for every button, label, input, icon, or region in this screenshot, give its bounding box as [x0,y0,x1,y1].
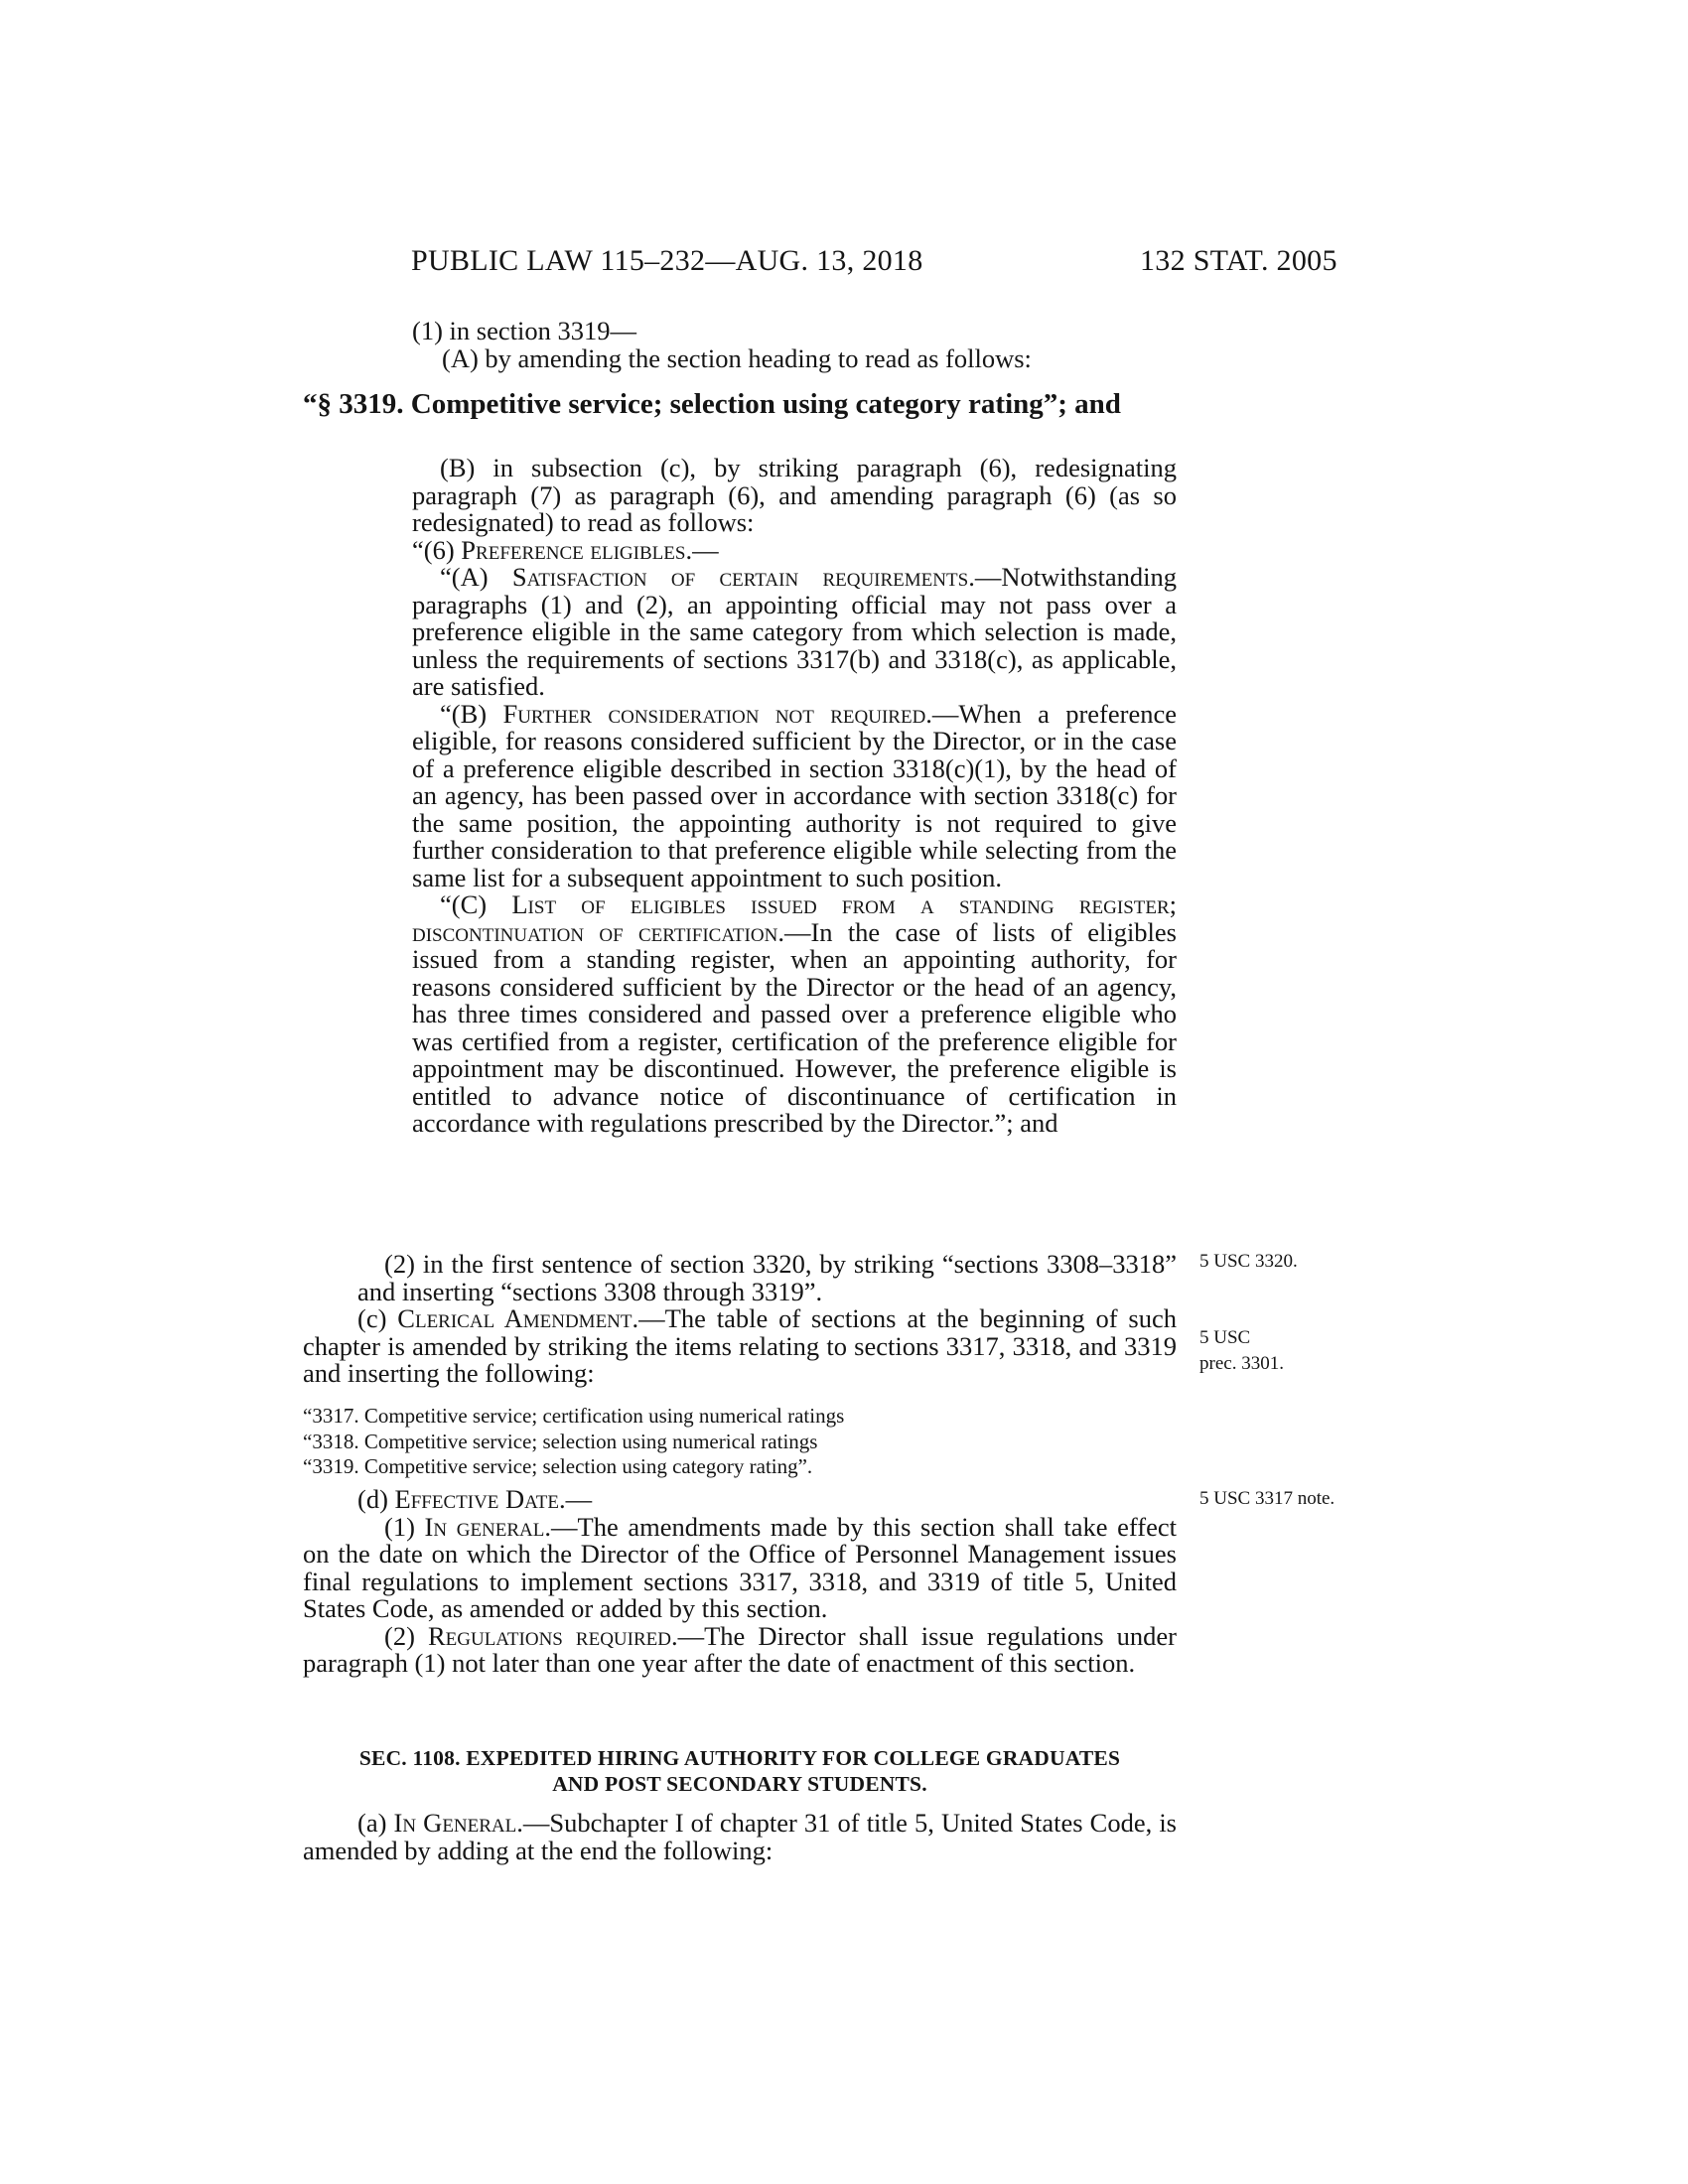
paragraph-2: (2) in the first sentence of section 3320, by striking “sections 3308–3318” and inserting “sections 3308 through 3319”. [357,1249,1177,1306]
paragraph-a: (a) In General.—Subchapter I of chapter 31 of title 5, United States Code, is amended by adding at the end the following: [303,1808,1177,1865]
paragraph-6-heading: “(6) Preference eligibles.— [412,534,719,565]
section-1108-heading [303,1745,1177,1797]
paragraph-6a: “(A) Satisfaction of certain requirements.—Notwithstanding paragraphs (1) and (2), an appointing official may not pass over a preference eligible in the same category from which selection is made, unless the requirements of sections 3317(b) and 3318(c), as applicable, are satisfied. [412,562,1177,701]
toc-item: “3318. Competitive service; selection using numerical ratings [303,1429,818,1453]
paragraph-c: (c) Clerical Amendment.—The table of sections at the beginning of such chapter is amended by striking the items relating to sections 3317, 3318, and 3319 and inserting the following: [303,1303,1177,1388]
body-block-5 [303,1810,1177,1864]
table-of-sections [303,1404,1177,1480]
section-3319-heading-block [303,390,1196,419]
section-3319-heading: “§ 3319. Competitive service; selection using category rating”; and [303,388,1121,420]
paragraph-d2: (2) Regulations required.—The Director shall issue regulations under paragraph (1) not later than one year after the date of enactment of this section. [303,1620,1178,1678]
paragraph-d1: (1) In general.—The amendments made by this section shall take effect on the date on which the Director of the Office of Personnel Management issues final regulations to implement sections 3317, 3318, and 3319 of title 5, United States Code, as amended or added by this section. [303,1511,1177,1623]
section-1108-heading-line: SEC. 1108. EXPEDITED HIRING AUTHORITY FOR COLLEGE GRADUATES [358,1746,1121,1770]
margin-note: 5 USC 3317 note. [1199,1488,1336,1509]
page-number: 132 STAT. 2005 [1140,244,1337,277]
section-1108-heading-line: AND POST SECONDARY STUDENTS. [552,1772,927,1796]
margin-note: 5 USC prec. 3301. [1199,1327,1284,1374]
body-block-2 [303,455,1177,1138]
paragraph-6b: “(B) Further consideration not required.—When a preference eligible, for reasons considered sufficient by the Director, or in the case of a preference eligible described in section 3318(c)(1), by the head of an agency, has been passed over in accordance with section 3318(c) for the same position, the appointing authority is not required to give further consideration to that preference eligible while selecting from the same list for a subsequent appointment to such position. [412,698,1177,892]
paragraph-1: (1) in section 3319— [412,316,636,345]
body-block-1 [303,318,1177,372]
body-block-4 [303,1486,1177,1678]
toc-item: “3319. Competitive service; selection using category rating”. [303,1454,813,1478]
toc-item: “3317. Competitive service; certification using numerical ratings [303,1404,845,1428]
paragraph-1b: (B) in subsection (c), by striking paragraph (6), redesignating paragraph (7) as paragraph (6), and amending paragraph (6) (as so redesignated) to read as follows: [412,453,1177,537]
margin-note: 5 USC 3320. [1199,1251,1298,1272]
paragraph-1a: (A) by amending the section heading to read as follows: [442,342,1032,373]
body-block-3 [303,1251,1177,1388]
paragraph-d: (d) Effective Date.— [357,1484,593,1514]
paragraph-6c: “(C) List of eligibles issued from a standing register; discontinuation of certification.—In the case of lists of eligibles issued from a standing register, when an appointing authority, for reasons considered sufficient by the Director or the head of an agency, has three times considered and passed over a preference eligible who was certified from a register, certification of the preference eligible for appointment may be discontinued. However, the preference eligible is entitled to advance notice of discontinuance of certification in accordance with regulations prescribed by the Director.”; and [412,889,1178,1138]
running-header-title: PUBLIC LAW 115–232—AUG. 13, 2018 [411,244,923,277]
